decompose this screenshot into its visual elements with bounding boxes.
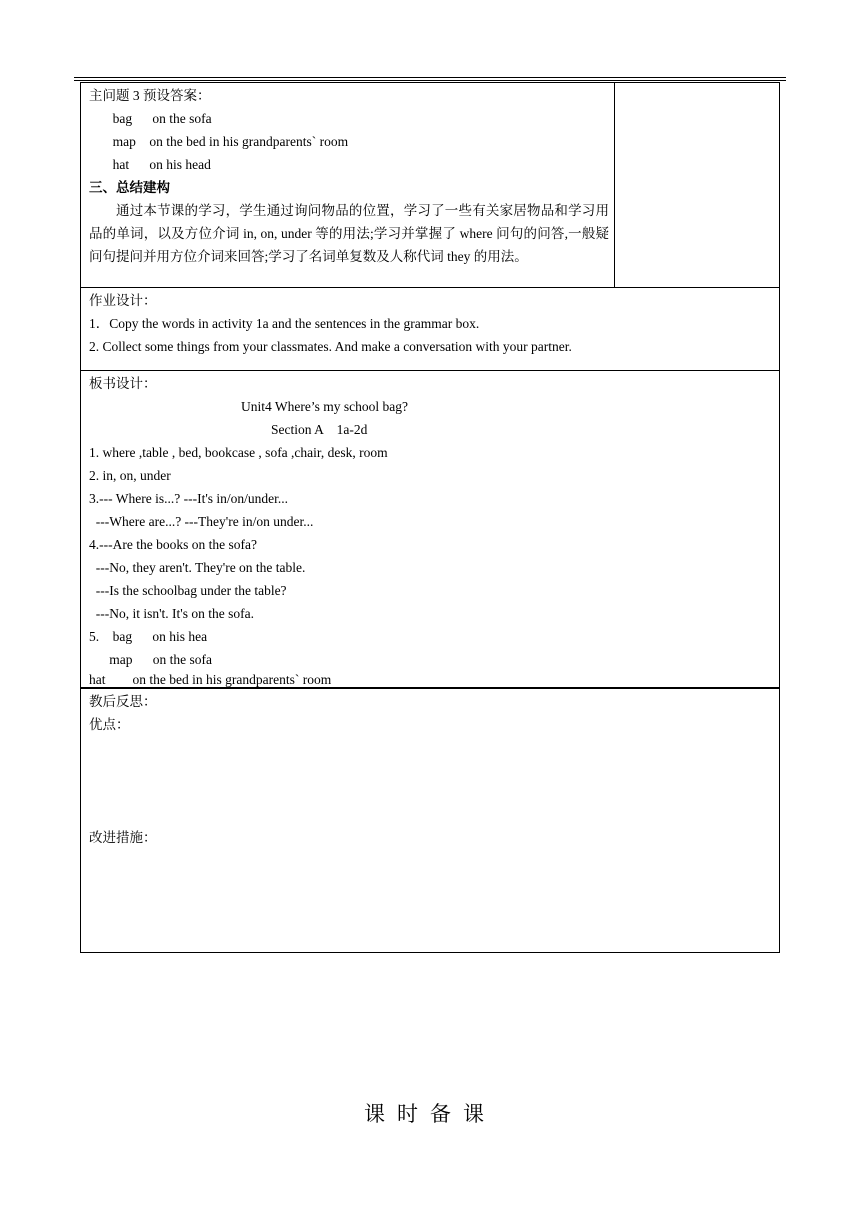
answer-line-hat: hat on his head bbox=[89, 157, 211, 172]
board-title: 板书设计： bbox=[89, 376, 157, 391]
board-line-6: ---No, they aren't. They're on the table. bbox=[89, 560, 306, 575]
board-section-title: Section A 1a-2d bbox=[271, 422, 368, 437]
board-line-9: 5. bag on his hea bbox=[89, 629, 208, 644]
summary-heading: 三、总结建构 bbox=[89, 180, 170, 195]
homework-section bbox=[80, 287, 780, 371]
answer-line-bag: bag on the sofa bbox=[89, 111, 212, 126]
board-line-7: ---Is the schoolbag under the table? bbox=[89, 583, 287, 598]
column-divider bbox=[614, 83, 615, 287]
board-line-2: 2. in, on, under bbox=[89, 468, 171, 483]
answer-heading: 主问题 3 预设答案： bbox=[89, 88, 211, 103]
board-line-4: ---Where are...? ---They're in/on under... bbox=[89, 514, 314, 529]
board-design-section bbox=[80, 370, 780, 688]
homework-item-1: 1．Copy the words in activity 1a and the sentences in the grammar box. bbox=[89, 316, 480, 331]
header-rule bbox=[74, 77, 786, 78]
board-line-3: 3.--- Where is...? ---It's in/on/under... bbox=[89, 491, 288, 506]
answer-line-map: map on the bed in his grandparents` room bbox=[89, 134, 349, 149]
board-line-5: 4.---Are the books on the sofa? bbox=[89, 537, 257, 552]
summary-section bbox=[80, 82, 780, 288]
reflection-pros-label: 优点： bbox=[89, 717, 130, 732]
summary-paragraph: 通过本节课的学习，学生通过询问物品的位置，学习了一些有关家居物品和学习用品的单词，以及方位介词 in, on, under 等的用法;学习并掌握了 where 问句的问答,一般疑问句提问并用方位介词来回答;学习了名词单复数及人称代词 they 的用法。 bbox=[89, 203, 609, 264]
board-unit-title: Unit4 Where’s my school bag? bbox=[241, 399, 408, 414]
reflection-section bbox=[80, 688, 780, 953]
homework-item-2: 2. Collect some things from your classmates. And make a conversation with your partner. bbox=[89, 339, 572, 354]
board-line-11: hat on the bed in his grandparents` room bbox=[89, 672, 332, 687]
reflection-title: 教后反思： bbox=[89, 694, 157, 709]
header-rule-double bbox=[74, 80, 786, 81]
board-line-8: ---No, it isn't. It's on the sofa. bbox=[89, 606, 254, 621]
reflection-improve-label: 改进措施： bbox=[89, 830, 157, 845]
page-footer: 课时备课 bbox=[364, 1102, 496, 1126]
board-line-1: 1. where ,table , bed, bookcase , sofa ,chair, desk, room bbox=[89, 445, 388, 460]
homework-title: 作业设计： bbox=[89, 293, 157, 308]
board-line-10: map on the sofa bbox=[89, 652, 212, 667]
